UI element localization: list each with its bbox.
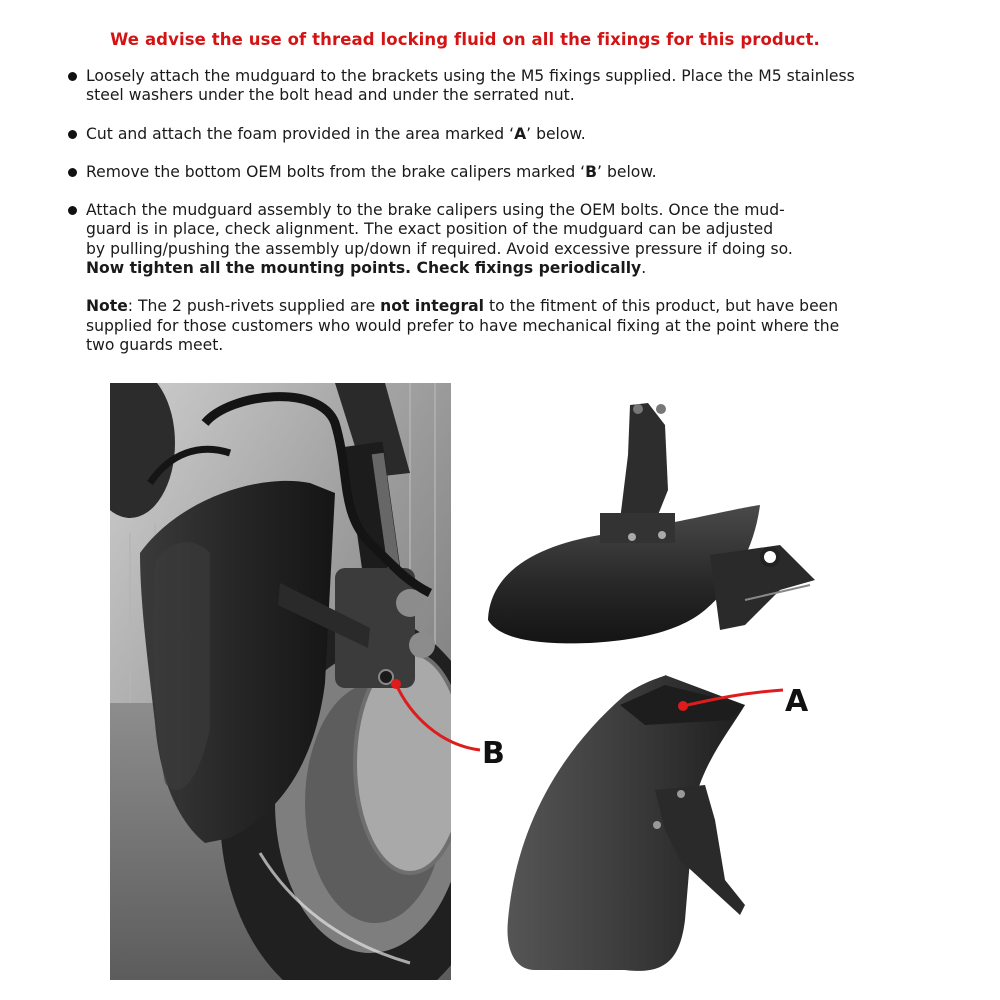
list-item <box>66 201 856 278</box>
mark-a-ref: A <box>514 124 527 143</box>
bullet-icon <box>68 206 77 215</box>
fitted-mudguard-photo <box>110 383 451 980</box>
bullet-icon <box>68 72 77 81</box>
tighten-instruction: Now tighten all the mounting points <box>86 259 406 278</box>
note-text-2: to the fitment of this product, but have been supplied for those customers who would prefer to have mechanical fixing at the point where the two guards meet. <box>86 297 840 354</box>
note-paragraph <box>66 297 856 355</box>
mudguard-side-render <box>480 395 820 665</box>
list-item <box>66 125 856 144</box>
note-not-integral: not integral <box>380 297 485 316</box>
label-a: A <box>785 684 809 719</box>
mark-b-ref: B <box>585 162 598 181</box>
step-4-separator: . <box>405 259 417 278</box>
step-2-text: Cut and attach the foam provided in the area marked ‘ <box>86 124 515 143</box>
bullet-icon <box>68 168 77 177</box>
list-item <box>66 67 856 106</box>
check-fixings-instruction: Check fixings periodically <box>416 259 642 278</box>
step-2-text-end: ’ below. <box>526 124 586 143</box>
mudguard-front-render <box>505 670 765 980</box>
bullet-icon <box>68 130 77 139</box>
instruction-list <box>66 67 856 355</box>
step-1-text: Loosely attach the mudguard to the brackets using the M5 fixings supplied. Place the M5 stainless steel washers under the bolt head and under the serrated nut. <box>86 67 855 105</box>
list-item <box>66 163 856 182</box>
step-3-text-end: ’ below. <box>597 162 657 181</box>
step-4-line-3: by pulling/pushing the assembly up/down if required. Avoid excessive pressure if doing so. <box>86 239 793 258</box>
thread-locking-warning: We advise the use of thread locking fluid on all the fixings for this product. <box>110 30 820 49</box>
step-4-line-1: Attach the mudguard assembly to the brake calipers using the OEM bolts. Once the mud- <box>86 201 785 220</box>
note-label: Note <box>86 297 128 316</box>
step-4-end: . <box>641 259 647 278</box>
step-4-line-2: guard is in place, check alignment. The exact position of the mudguard can be adjusted <box>86 220 774 239</box>
label-b: B <box>482 736 505 771</box>
note-text-1: : The 2 push-rivets supplied are <box>127 297 381 316</box>
step-3-text: Remove the bottom OEM bolts from the brake calipers marked ‘ <box>86 162 586 181</box>
